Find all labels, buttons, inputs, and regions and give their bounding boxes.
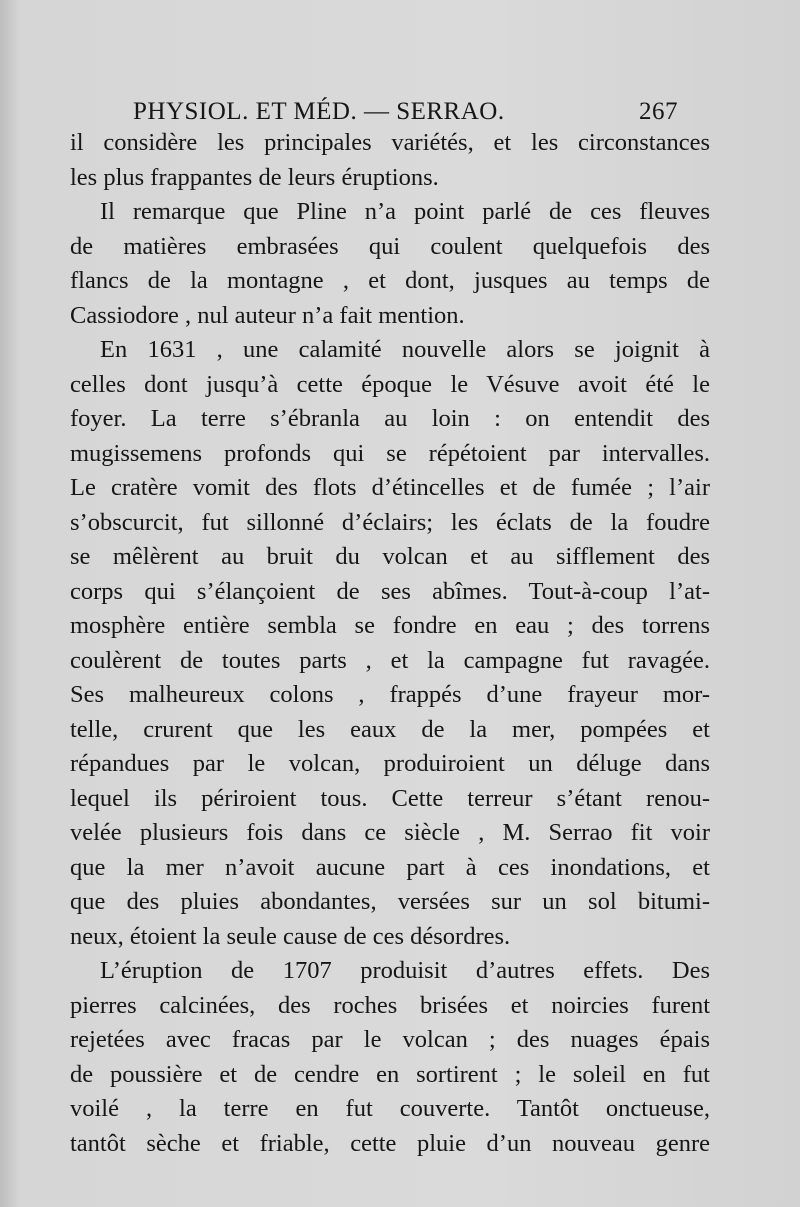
paragraph-1 <box>70 126 710 195</box>
text-line: pierres calcinées, des roches brisées et noircies furent <box>70 991 710 1019</box>
text-line: Ses malheureux colons , frappés d’une frayeur mor- <box>70 681 710 708</box>
text-line: mosphère entière sembla se fondre en eau ; des torrens <box>70 612 710 639</box>
text-line: Il remarque que Pline n’a point parlé de ces fleuves <box>100 198 710 225</box>
text-line: s’obscurcit, fut sillonné d’éclairs; les éclats de la foudre <box>70 508 710 536</box>
text-line: mugissemens profonds qui se répétoient par intervalles. <box>70 439 710 467</box>
text-line: En 1631 , une calamité nouvelle alors se joignit à <box>100 336 710 363</box>
text-line: telle, crurent que les eaux de la mer, pompées et <box>70 715 710 743</box>
text-line: celles dont jusqu’à cette époque le Vésuve avoit été le <box>70 370 710 398</box>
text-line: flancs de la montagne , et dont, jusques au temps de <box>70 267 710 294</box>
text-line: velée plusieurs fois dans ce siècle , M. Serrao fit voir <box>70 819 710 846</box>
text-line: lequel ils périroient tous. Cette terreur s’étant renou- <box>70 784 710 812</box>
text-line: que des pluies abondantes, versées sur un sol bitumi- <box>70 888 710 915</box>
text-line: rejetées avec fracas par le volcan ; des nuages épais <box>70 1026 710 1053</box>
text-line: L’éruption de 1707 produisit d’autres effets. Des <box>100 957 710 984</box>
text-line: de matières embrasées qui coulent quelquefois des <box>70 232 710 260</box>
text-line: il considère les principales variétés, et les circonstances <box>70 129 710 156</box>
text-line: voilé , la terre en fut couverte. Tantôt onctueuse, <box>70 1095 710 1122</box>
paragraph-3 <box>70 333 710 954</box>
text-line: se mêlèrent au bruit du volcan et au sifflement des <box>70 543 710 570</box>
paragraph-4 <box>70 954 710 1161</box>
paragraph-2 <box>70 195 710 333</box>
text-line: Le cratère vomit des flots d’étincelles et de fumée ; l’air <box>70 474 710 501</box>
text-line: neux, étoient la seule cause de ces désordres. <box>70 922 511 950</box>
running-title: PHYSIOL. ET MÉD. — SERRAO. <box>133 98 505 125</box>
text-line: répandues par le volcan, produiroient un déluge dans <box>70 750 710 777</box>
text-line: de poussière et de cendre en sortirent ; le soleil en fut <box>70 1060 710 1088</box>
body-text <box>70 126 710 1161</box>
text-line: que la mer n’avoit aucune part à ces inondations, et <box>70 853 710 881</box>
text-line: foyer. La terre s’ébranla au loin : on entendit des <box>70 405 710 432</box>
text-line: les plus frappantes de leurs éruptions. <box>70 163 439 191</box>
text-line: Cassiodore , nul auteur n’a fait mention. <box>70 301 465 329</box>
text-line: coulèrent de toutes parts , et la campagne fut ravagée. <box>70 646 710 674</box>
text-line: tantôt sèche et friable, cette pluie d’un nouveau genre <box>70 1129 710 1157</box>
page-number: 267 <box>639 98 678 125</box>
text-line: corps qui s’élançoient de ses abîmes. Tout-à-coup l’at- <box>70 577 710 605</box>
